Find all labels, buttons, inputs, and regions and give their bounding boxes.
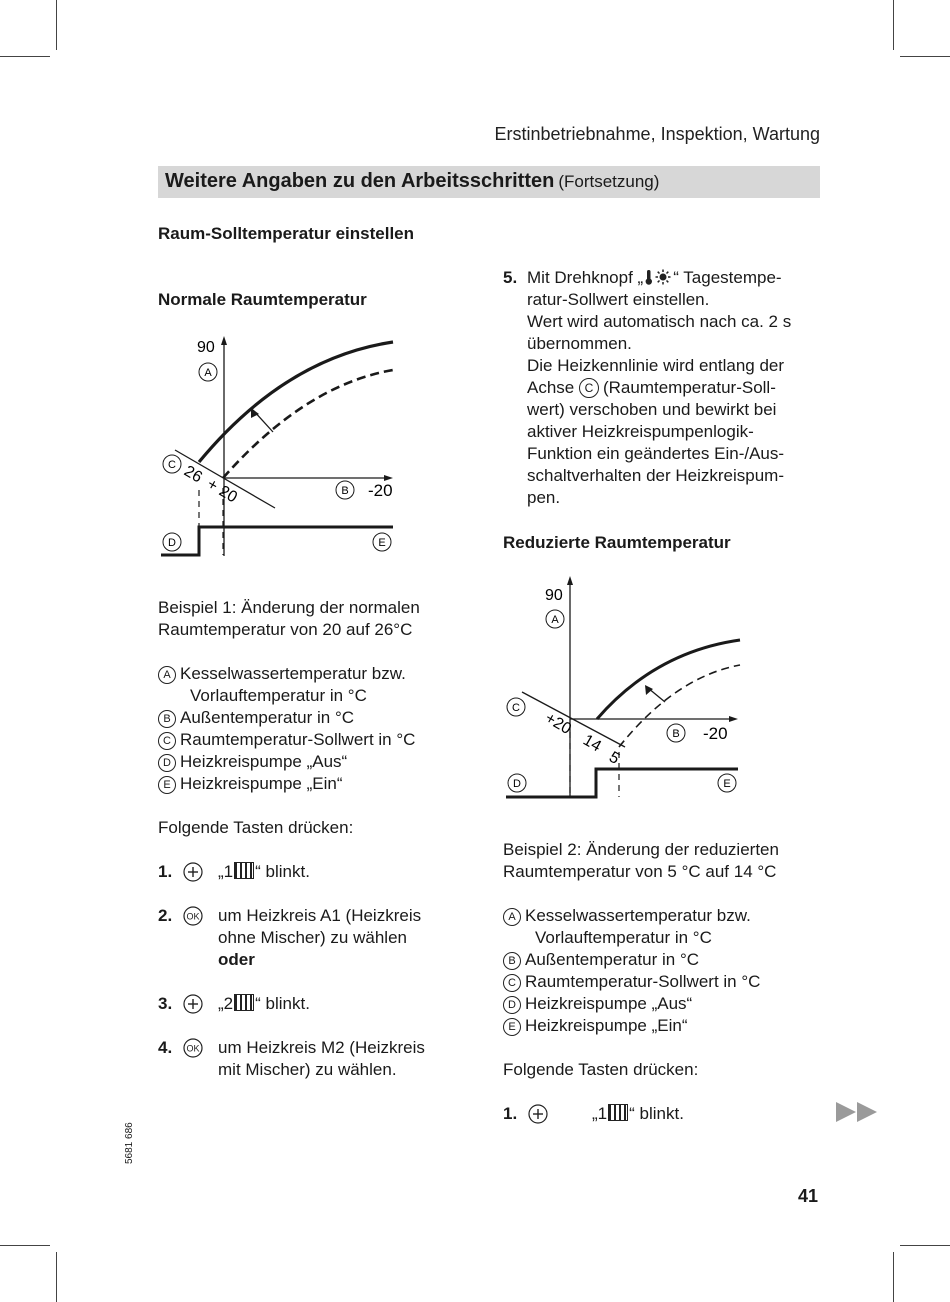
step-2-line-1: um Heizkreis A1 (Heizkreis — [218, 906, 422, 925]
step-number: 4. — [158, 1038, 173, 1057]
label-a-marker — [546, 610, 564, 628]
c-value-plus: + — [204, 475, 221, 496]
title-banner — [158, 166, 820, 198]
section-header: Erstinbetriebnahme, Inspektion, Wartung — [494, 124, 820, 144]
pump-state-line — [506, 769, 738, 797]
step-5-line-6-post: (Raumtemperatur-Soll- — [602, 378, 776, 397]
page-title-text: Weitere Angaben zu den Arbeitsschritten — [165, 170, 555, 192]
page-subtitle: (Fortsetzung) — [558, 172, 660, 191]
crop-mark — [0, 56, 50, 57]
radiator-icon — [608, 1104, 628, 1121]
step-2-line-2: ohne Mischer) zu wählen — [218, 928, 407, 947]
plus-button-icon — [528, 1104, 548, 1124]
legend-item-c — [158, 729, 415, 751]
step-number: 3. — [158, 994, 173, 1013]
label-e-marker — [718, 774, 736, 792]
label-b: B — [341, 485, 349, 497]
label-a-marker — [199, 363, 217, 381]
label-d: D — [168, 537, 176, 549]
label-b-marker — [667, 724, 685, 742]
page-number: 41 — [798, 1186, 819, 1206]
subheading-normal: Normale Raumtemperatur — [158, 290, 367, 309]
y-max-label: 90 — [197, 339, 215, 356]
legend-text: Raumtemperatur-Sollwert in °C — [180, 730, 416, 749]
legend-item-b — [158, 707, 415, 729]
heating-curve-old — [223, 370, 393, 478]
legend-text: Raumtemperatur-Sollwert in °C — [525, 972, 761, 991]
label-a: A — [551, 614, 559, 626]
label-d: D — [513, 778, 521, 790]
legend-text: Kesselwassertemperatur bzw. — [525, 906, 751, 925]
example-2-line-1: Beispiel 2: Änderung der reduzierten — [503, 840, 779, 859]
legend-text: Heizkreispumpe „Ein“ — [180, 774, 343, 793]
crop-mark — [893, 1252, 894, 1302]
y-max-label: 90 — [545, 587, 563, 604]
step-text-pre: „1 — [592, 1104, 608, 1123]
step-5-line-2: ratur-Sollwert einstellen. — [527, 290, 710, 309]
step-4-line-2: mit Mischer) zu wählen. — [218, 1060, 397, 1079]
label-b: B — [672, 728, 680, 740]
label-c: C — [168, 459, 176, 471]
legend-text: Kesselwassertemperatur bzw. — [180, 664, 406, 683]
legend-key: B — [503, 952, 521, 970]
legend-key: D — [503, 996, 521, 1014]
plus-button-icon — [183, 994, 203, 1014]
example-1-line-1: Beispiel 1: Änderung der normalen — [158, 598, 420, 617]
legend-left — [158, 663, 415, 795]
legend-item-e — [503, 1015, 760, 1037]
step-4-line-1: um Heizkreis M2 (Heizkreis — [218, 1038, 425, 1057]
svg-text:OK: OK — [186, 911, 200, 922]
label-d-marker — [163, 533, 181, 551]
legend-key: E — [503, 1018, 521, 1036]
plus-button-icon — [183, 862, 203, 882]
legend-right — [503, 905, 760, 1037]
ok-button-icon — [183, 1038, 203, 1058]
crop-mark — [900, 56, 950, 57]
legend-item-c — [503, 971, 760, 993]
legend-text: Außentemperatur in °C — [180, 708, 355, 727]
legend-key: A — [158, 666, 176, 684]
legend-key: D — [158, 754, 176, 772]
shift-arrow-head — [645, 685, 653, 695]
heating-curve-new — [597, 640, 740, 719]
step-5-line-8: aktiver Heizkreispumpenlogik- — [527, 422, 754, 441]
legend-item-a — [158, 663, 415, 685]
legend-item-a — [503, 905, 760, 927]
c-value-new: 26 — [181, 462, 205, 487]
step-text-post: “ blinkt. — [629, 1104, 684, 1123]
legend-key: C — [158, 732, 176, 750]
label-c: C — [512, 702, 520, 714]
x-value-label: -20 — [368, 481, 393, 500]
inline-key-c: C — [579, 378, 599, 398]
heating-curve-diagram-normal — [155, 330, 415, 565]
step-1-text — [218, 861, 310, 883]
continue-arrows-icon — [835, 1101, 879, 1123]
y-axis-arrow — [567, 576, 573, 585]
shift-arrow-head — [251, 408, 259, 418]
step-5-line-10: schaltverhalten der Heizkreispum- — [527, 466, 784, 485]
label-c-marker — [507, 698, 525, 716]
heating-curve-diagram-reduced — [500, 572, 750, 804]
step-5-line-4: übernommen. — [527, 334, 632, 353]
legend-item-a-cont: Vorlauftemperatur in °C — [535, 928, 712, 947]
step-number: 1. — [503, 1104, 518, 1123]
label-e: E — [723, 778, 731, 790]
step-1-right-text — [592, 1103, 684, 1125]
x-axis-arrow — [729, 716, 738, 722]
label-c-marker — [163, 455, 181, 473]
step-5-line-1 — [527, 267, 782, 289]
legend-item-d — [503, 993, 760, 1015]
crop-mark — [56, 0, 57, 50]
step-5-line-6 — [527, 377, 776, 399]
page-title — [165, 170, 659, 193]
step-3-text — [218, 993, 310, 1015]
step-text-post: “ blinkt. — [255, 994, 310, 1013]
c-value-old: 20 — [216, 482, 240, 507]
example-2-line-2: Raumtemperatur von 5 °C auf 14 °C — [503, 862, 777, 881]
legend-item-d — [158, 751, 415, 773]
label-e-marker — [373, 533, 391, 551]
step-5-line-5: Die Heizkennlinie wird entlang der — [527, 356, 785, 375]
label-e: E — [378, 537, 386, 549]
label-b-marker — [336, 481, 354, 499]
legend-key: E — [158, 776, 176, 794]
crop-mark — [0, 1245, 50, 1246]
step-5-text-pre: Mit Drehknopf „ — [527, 268, 644, 287]
step-number: 1. — [158, 862, 173, 881]
ok-button-icon — [183, 906, 203, 926]
legend-item-b — [503, 949, 760, 971]
step-number: 5. — [503, 268, 518, 287]
label-d-marker — [508, 774, 526, 792]
crop-mark — [893, 0, 894, 50]
legend-key: B — [158, 710, 176, 728]
x-value-label: -20 — [703, 724, 728, 743]
legend-text: Heizkreispumpe „Ein“ — [525, 1016, 688, 1035]
step-number: 2. — [158, 906, 173, 925]
heating-curve-new — [199, 342, 393, 462]
crop-mark — [56, 1252, 57, 1302]
subheading-reduced: Reduzierte Raumtemperatur — [503, 533, 731, 552]
label-a: A — [204, 367, 212, 379]
step-5-line-9: Funktion ein geändertes Ein-/Aus- — [527, 444, 785, 463]
legend-text: Heizkreispumpe „Aus“ — [525, 994, 693, 1013]
legend-text: Außentemperatur in °C — [525, 950, 700, 969]
step-5-text-post: “ Tagestempe- — [673, 268, 782, 287]
document-number: 5681 686 — [124, 1122, 135, 1164]
legend-item-a-cont: Vorlauftemperatur in °C — [190, 686, 367, 705]
c-value-old: 5 — [606, 748, 623, 768]
keys-heading-right: Folgende Tasten drücken: — [503, 1060, 699, 1079]
keys-heading-left: Folgende Tasten drücken: — [158, 818, 354, 837]
section-heading: Raum-Solltemperatur einstellen — [158, 224, 415, 243]
c-value-plus: +20 — [542, 709, 575, 739]
legend-item-e — [158, 773, 415, 795]
step-2-or: oder — [218, 950, 255, 969]
step-5-line-6-pre: Achse — [527, 378, 575, 397]
radiator-icon — [234, 862, 254, 879]
radiator-icon — [234, 994, 254, 1011]
step-5-line-7: wert) verschoben und bewirkt bei — [527, 400, 777, 419]
legend-text: Heizkreispumpe „Aus“ — [180, 752, 348, 771]
step-text-pre: „1 — [218, 862, 234, 881]
c-value-new: 14 — [580, 731, 604, 756]
example-1-line-2: Raumtemperatur von 20 auf 26°C — [158, 620, 413, 639]
pump-state-line — [161, 527, 393, 555]
step-text-post: “ blinkt. — [255, 862, 310, 881]
svg-text:OK: OK — [186, 1043, 200, 1054]
step-text-pre: „2 — [218, 994, 234, 1013]
crop-mark — [900, 1245, 950, 1246]
thermometer-sun-icon — [643, 269, 673, 285]
y-axis-arrow — [221, 336, 227, 345]
step-5-line-3: Wert wird automatisch nach ca. 2 s — [527, 312, 792, 331]
step-5-line-11: pen. — [527, 488, 561, 507]
legend-key: C — [503, 974, 521, 992]
legend-key: A — [503, 908, 521, 926]
